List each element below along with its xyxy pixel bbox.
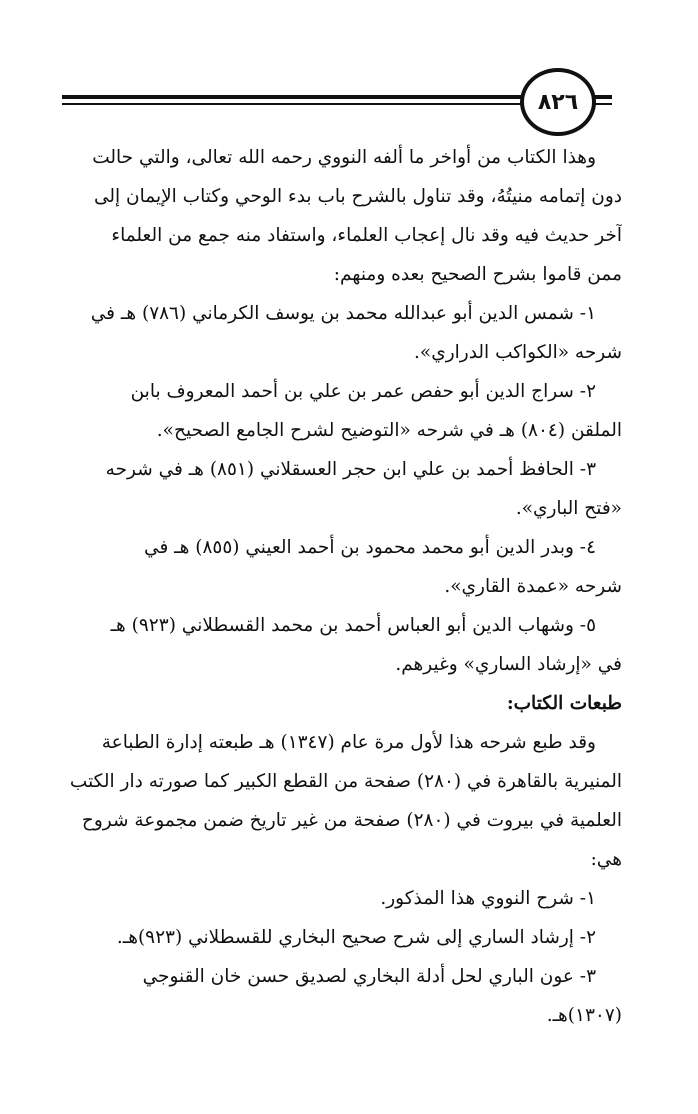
- list-item-line: ١- شرح النووي هذا المذكور.: [380, 888, 596, 909]
- list-item-line: ٤- وبدر الدين أبو محمد محمود بن أحمد العيني (٨٥٥) هـ في: [144, 537, 596, 558]
- text-line: دون إتمامه منيتُهُ، وقد تناول بالشرح باب بدء الوحي وكتاب الإيمان إلى: [93, 186, 622, 207]
- page-number-badge: ٨٢٦: [520, 68, 596, 136]
- text-line: شرحه «الكواكب الدراري».: [414, 342, 622, 363]
- text-line: المنيرية بالقاهرة في (٢٨٠) صفحة من القطع الكبير كما صورته دار الكتب: [69, 771, 622, 792]
- text-line: ممن قاموا بشرح الصحيح بعده ومنهم:: [333, 264, 622, 285]
- text-line: في «إرشاد الساري» وغيرهم.: [395, 654, 622, 675]
- list-item-line: ١- شمس الدين أبو عبدالله محمد بن يوسف الكرماني (٧٨٦) هـ في: [90, 303, 596, 324]
- list-item-line: ٣- الحافظ أحمد بن علي ابن حجر العسقلاني (٨٥١) هـ في شرحه: [105, 459, 596, 480]
- text-line: وقد طبع شرحه هذا لأول مرة عام (١٣٤٧) هـ طبعته إدارة الطباعة: [101, 732, 596, 753]
- text-line: آخر حديث فيه وقد نال إعجاب العلماء، واستفاد منه جمع من العلماء: [111, 225, 622, 246]
- text-line: (١٣٠٧)هـ.: [546, 1005, 622, 1026]
- page-body: [62, 138, 622, 1035]
- section-heading: طبعات الكتاب:: [506, 693, 622, 714]
- text-line: وهذا الكتاب من أواخر ما ألفه النووي رحمه الله تعالى، والتي حالت: [92, 147, 596, 168]
- list-item-line: ٣- عون الباري لحل أدلة البخاري لصديق حسن خان القنوجي: [142, 966, 596, 987]
- list-item-line: ٢- إرشاد الساري إلى شرح صحيح البخاري للقسطلاني (٩٢٣)هـ.: [116, 927, 596, 948]
- text-line: العلمية في بيروت في (٢٨٠) صفحة من غير تاريخ ضمن مجموعة شروح: [81, 810, 622, 831]
- text-line: «فتح الباري».: [515, 498, 622, 519]
- text-line: هي:: [590, 849, 622, 870]
- list-item-line: ٥- وشهاب الدين أبو العباس أحمد بن محمد القسطلاني (٩٢٣) هـ: [110, 615, 596, 636]
- text-line: شرحه «عمدة القاري».: [444, 576, 622, 597]
- list-item-line: ٢- سراج الدين أبو حفص عمر بن علي بن أحمد المعروف بابن: [130, 381, 596, 402]
- text-line: الملقن (٨٠٤) هـ في شرحه «التوضيح لشرح الجامع الصحيح».: [156, 420, 622, 441]
